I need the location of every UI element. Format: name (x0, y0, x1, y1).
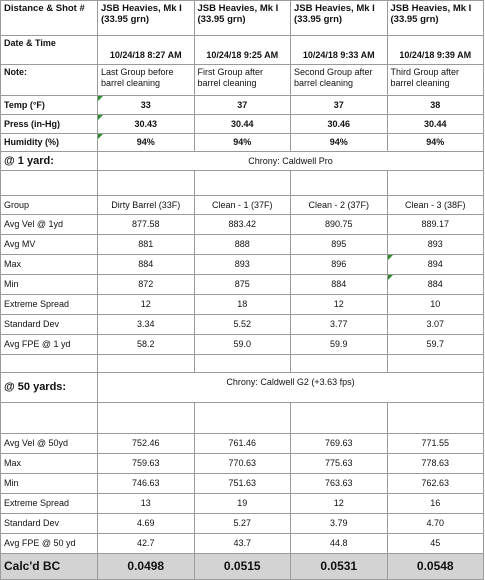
cell-value: 10 (387, 295, 484, 315)
cell-value: 883.42 (194, 215, 291, 235)
date-value-2: 10/24/18 9:25 AM (194, 36, 291, 65)
cell-value: 769.63 (291, 434, 388, 454)
bc-value-1: 0.0498 (98, 554, 195, 580)
group-name-2: Clean - 1 (37F) (194, 196, 291, 215)
date-value-4: 10/24/18 9:39 AM (387, 36, 484, 65)
cell-value: 59.0 (194, 335, 291, 355)
temp-label: Temp (°F) (1, 96, 98, 115)
humidity-value-4: 94% (387, 134, 484, 152)
date-label: Date & Time (1, 36, 98, 65)
cell-value: 19 (194, 494, 291, 514)
table-row (1, 275, 484, 295)
row-label: Avg FPE @ 50 yd (1, 534, 98, 554)
table-row (1, 295, 484, 315)
cell-value: 884 (98, 255, 195, 275)
humidity-value-3: 94% (291, 134, 388, 152)
humidity-value-2: 94% (194, 134, 291, 152)
note-value-1: Last Group before barrel cleaning (98, 65, 195, 96)
temp-value-1: 33 (98, 96, 195, 115)
bc-value-2: 0.0515 (194, 554, 291, 580)
cell-value: 893 (387, 235, 484, 255)
press-value-4: 30.44 (387, 115, 484, 134)
row-label: Max (1, 454, 98, 474)
section-50yd-title: @ 50 yards: (1, 373, 98, 403)
cell-value: 16 (387, 494, 484, 514)
table-row (1, 215, 484, 235)
humidity-label: Humidity (%) (1, 134, 98, 152)
cell-value: 763.63 (291, 474, 388, 494)
section-50yd-row (1, 373, 484, 403)
cell-value: 884 (291, 275, 388, 295)
group-name-3: Clean - 2 (37F) (291, 196, 388, 215)
bc-row (1, 554, 484, 580)
table-row (1, 534, 484, 554)
cell-value: 18 (194, 295, 291, 315)
row-label: Avg MV (1, 235, 98, 255)
cell-value: 12 (291, 295, 388, 315)
shot-header-1: JSB Heavies, Mk I (33.95 grn) (98, 1, 195, 36)
cell-value: 895 (291, 235, 388, 255)
cell-value: 45 (387, 534, 484, 554)
cell-value: 12 (98, 295, 195, 315)
cell-value: 896 (291, 255, 388, 275)
table-row (1, 514, 484, 534)
comment-flag-icon (98, 115, 103, 120)
cell-value: 58.2 (98, 335, 195, 355)
press-value-2: 30.44 (194, 115, 291, 134)
header-row (1, 1, 484, 36)
cell-value: 12 (291, 494, 388, 514)
note-value-4: Third Group after barrel cleaning (387, 65, 484, 96)
cell-value: 13 (98, 494, 195, 514)
row-label: Standard Dev (1, 315, 98, 335)
bc-label: Calc'd BC (1, 554, 98, 580)
bc-value-4: 0.0548 (387, 554, 484, 580)
spacer-row (1, 403, 484, 434)
comment-flag-icon (388, 275, 393, 280)
bc-value-3: 0.0531 (291, 554, 388, 580)
cell-value: 889.17 (387, 215, 484, 235)
cell-value: 888 (194, 235, 291, 255)
note-value-3: Second Group after barrel cleaning (291, 65, 388, 96)
temp-value-4: 38 (387, 96, 484, 115)
cell-value: 43.7 (194, 534, 291, 554)
comment-flag-icon (98, 134, 103, 139)
cell-value: 59.9 (291, 335, 388, 355)
comment-flag-icon (98, 96, 103, 101)
press-label: Press (in-Hg) (1, 115, 98, 134)
shot-header-4: JSB Heavies, Mk I (33.95 grn) (387, 1, 484, 36)
spacer-row (1, 355, 484, 373)
humidity-row (1, 134, 484, 152)
row-label: Min (1, 474, 98, 494)
press-value-1: 30.43 (98, 115, 195, 134)
group-row (1, 196, 484, 215)
cell-value: 759.63 (98, 454, 195, 474)
cell-value: 3.07 (387, 315, 484, 335)
chrony-1yd: Chrony: Caldwell Pro (98, 152, 484, 171)
table-row (1, 434, 484, 454)
cell-value: 762.63 (387, 474, 484, 494)
row-label: Extreme Spread (1, 295, 98, 315)
group-name-4: Clean - 3 (38F) (387, 196, 484, 215)
row-label: Max (1, 255, 98, 275)
cell-value: 752.46 (98, 434, 195, 454)
table-row (1, 335, 484, 355)
table-row (1, 454, 484, 474)
press-row (1, 115, 484, 134)
table-row (1, 235, 484, 255)
shot-header-3: JSB Heavies, Mk I (33.95 grn) (291, 1, 388, 36)
group-name-1: Dirty Barrel (33F) (98, 196, 195, 215)
date-value-3: 10/24/18 9:33 AM (291, 36, 388, 65)
date-value-1: 10/24/18 8:27 AM (98, 36, 195, 65)
spacer-row (1, 171, 484, 196)
cell-value: 5.27 (194, 514, 291, 534)
cell-value: 4.70 (387, 514, 484, 534)
cell-value: 746.63 (98, 474, 195, 494)
cell-value: 3.79 (291, 514, 388, 534)
cell-value: 3.77 (291, 315, 388, 335)
table-row (1, 494, 484, 514)
cell-value: 751.63 (194, 474, 291, 494)
chrony-50yd: Chrony: Caldwell G2 (+3.63 fps) (98, 373, 484, 403)
temp-row (1, 96, 484, 115)
cell-value: 761.46 (194, 434, 291, 454)
note-value-2: First Group after barrel cleaning (194, 65, 291, 96)
cell-value: 44.8 (291, 534, 388, 554)
cell-value: 893 (194, 255, 291, 275)
section-1yd-title: @ 1 yard: (1, 152, 98, 171)
cell-value: 890.75 (291, 215, 388, 235)
cell-value: 770.63 (194, 454, 291, 474)
cell-value: 42.7 (98, 534, 195, 554)
humidity-value-1: 94% (98, 134, 195, 152)
row-label: Avg Vel @ 1yd (1, 215, 98, 235)
temp-value-2: 37 (194, 96, 291, 115)
row-label: Extreme Spread (1, 494, 98, 514)
note-row (1, 65, 484, 96)
section-1yd-row (1, 152, 484, 171)
shot-header-2: JSB Heavies, Mk I (33.95 grn) (194, 1, 291, 36)
cell-value: 3.34 (98, 315, 195, 335)
row-label: Avg FPE @ 1 yd (1, 335, 98, 355)
table-row (1, 315, 484, 335)
cell-value: 778.63 (387, 454, 484, 474)
cell-value: 775.63 (291, 454, 388, 474)
cell-value: 872 (98, 275, 195, 295)
corner-label: Distance & Shot # (1, 1, 98, 36)
cell-value: 881 (98, 235, 195, 255)
table-row (1, 255, 484, 275)
temp-value-3: 37 (291, 96, 388, 115)
cell-value: 771.55 (387, 434, 484, 454)
row-label: Min (1, 275, 98, 295)
group-label: Group (1, 196, 98, 215)
table-row (1, 474, 484, 494)
cell-value: 894 (387, 255, 484, 275)
cell-value: 4.69 (98, 514, 195, 534)
cell-value: 875 (194, 275, 291, 295)
row-label: Standard Dev (1, 514, 98, 534)
comment-flag-icon (388, 255, 393, 260)
press-value-3: 30.46 (291, 115, 388, 134)
note-label: Note: (1, 65, 98, 96)
date-row (1, 36, 484, 65)
cell-value: 884 (387, 275, 484, 295)
cell-value: 59.7 (387, 335, 484, 355)
row-label: Avg Vel @ 50yd (1, 434, 98, 454)
cell-value: 5.52 (194, 315, 291, 335)
cell-value: 877.58 (98, 215, 195, 235)
